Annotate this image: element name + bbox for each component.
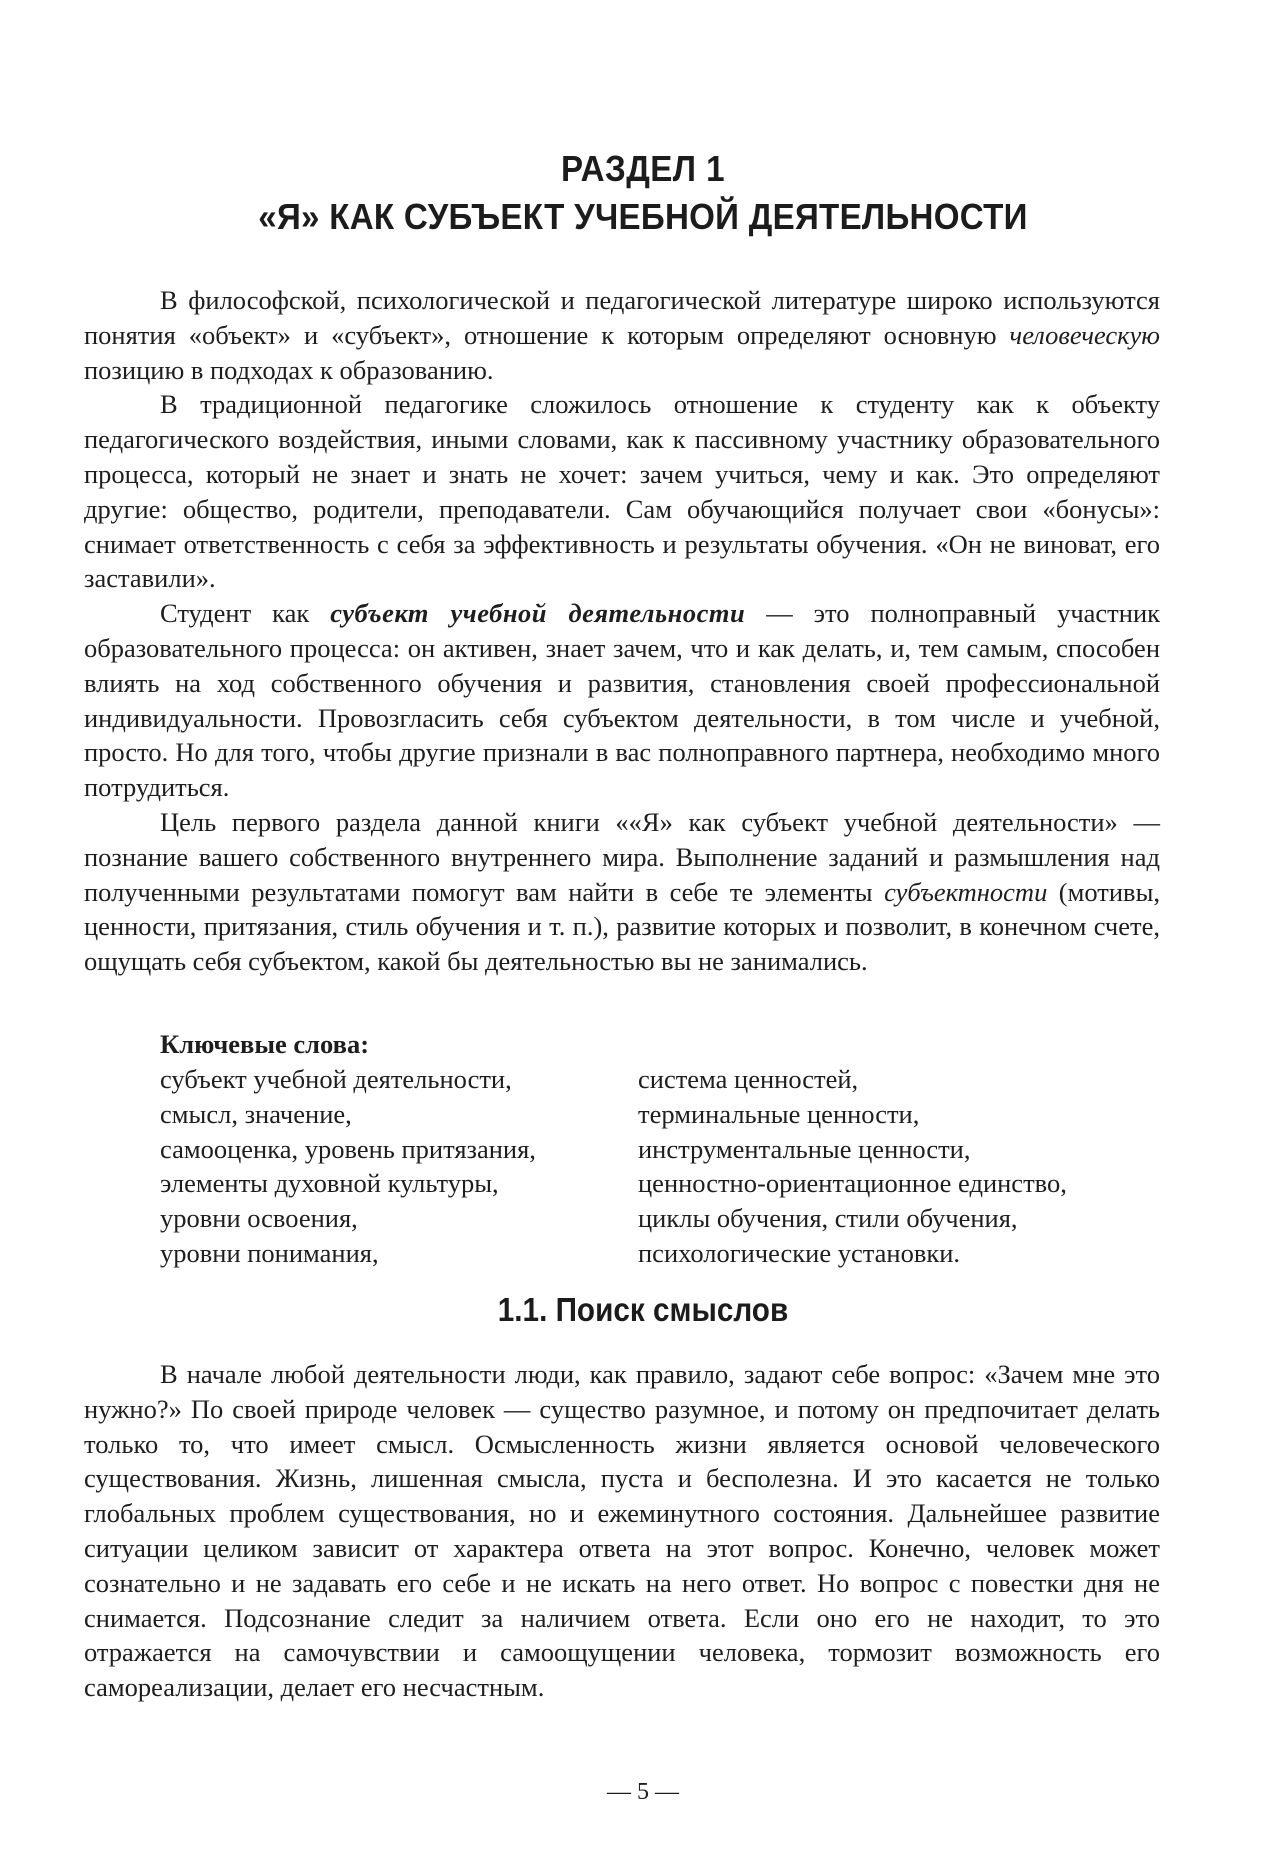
keyword-item: смысл, значение, (160, 1098, 352, 1129)
intro-paragraph-1: В философской, психологической и педагогической литературе широко используются понятия «объект» и «субъект», отношение к которым определяют основную человеческую позицию в подходах к образованию. (84, 285, 1160, 385)
section-title-heading: «Я» КАК СУБЪЕКТ УЧЕБНОЙ ДЕЯТЕЛЬНОСТИ (258, 196, 1028, 237)
keyword-item: система ценностей, (638, 1064, 859, 1094)
keywords-left-column (160, 1062, 536, 1271)
intro-paragraph-3: Студент как субъект учебной деятельности — это полноправный участник образовательного процесса: он активен, знает зачем, что и как делать, и, тем самым, способен влиять на ход собственного обучения и развития, становления своей профессиональной индивидуальности. Провозгласить себя субъектом деятельности, в том числе и учебной, просто. Но для того, чтобы другие признали в вас полноправного партнера, необходимо много потрудиться. (84, 598, 1161, 803)
keyword-item: элементы духовной культуры, (160, 1168, 499, 1199)
keyword-item: психологические установки. (638, 1237, 961, 1268)
subsection-paragraph-1: В начале любой деятельности люди, как правило, задают себе вопрос: «Зачем мне это нужно?» По своей природе человек — существо разумное, и потому он предпочитает делать только то, что имеет смысл. Осмысленность жизни является основой человеческого существования. Жизнь, лишенная смысла, пуста и бесполезна. И это касается не только глобальных проблем существования, но и ежеминутного состояния. Дальнейшее развитие ситуации целиком зависит от характера ответа на этот вопрос. Конечно, человек может сознательно и не задавать его себе и не искать на него ответ. Но вопрос с повестки дня не снимается. Подсознание следит за наличием ответа. Если оно его не находит, то это отражается на самочувствии и самоощущении человека, тормозит возможность его самореализации, делает его несчастным. (84, 1359, 1160, 1703)
intro-text (84, 283, 1160, 979)
subsection-heading: 1.1. Поиск смыслов (497, 1291, 789, 1328)
intro-paragraph-4: Цель первого раздела данной книги ««Я» как субъект учебной деятельности» — познание вашего собственного внутреннего мира. Выполнение заданий и размышления над полученными результатами помогут вам найти в себе те элементы субъектности (мотивы, ценности, притязания, стиль обучения и т. п.), развитие которых и позволит, в конечном счете, ощущать себя субъектом, какой бы деятельностью вы не занимались. (84, 806, 1160, 977)
keyword-item: субъект учебной деятельности, (160, 1064, 512, 1094)
subsection-text (84, 1357, 1160, 1705)
keyword-item: уровни понимания, (160, 1237, 379, 1268)
emphasis-italic: субъектности (884, 876, 1048, 907)
intro-paragraph-2: В традиционной педагогике сложилось отношение к студенту как к объекту педагогического воздействия, иными словами, как к пассивному участнику образовательного процесса, который не знает и знать не хочет: зачем учиться, чему и как. Это определяют другие: общество, родители, преподаватели. Сам обучающийся получает свои «бонусы»: снимает ответственность с себя за эффективность и результаты обучения. «Он не виноват, его заставили». (84, 389, 1160, 594)
keyword-item: ценностно-ориентационное единство, (638, 1168, 1067, 1199)
keyword-item: инструментальные ценности, (638, 1133, 971, 1164)
keyword-item: циклы обучения, стили обучения, (638, 1203, 1018, 1234)
keywords-title: Ключевые слова: (160, 1029, 370, 1059)
keyword-item: уровни освоения, (160, 1203, 358, 1234)
keyword-item: самооценка, уровень притязания, (160, 1133, 536, 1164)
keyword-item: терминальные ценности, (638, 1098, 920, 1129)
keywords-right-column (638, 1062, 1067, 1271)
emphasis-bold-italic: субъект учебной деятельности (330, 598, 746, 629)
emphasis-italic: человеческую (1009, 319, 1160, 350)
section-number-heading: РАЗДЕЛ 1 (560, 148, 726, 189)
page-number: — 5 — (607, 1779, 679, 1805)
